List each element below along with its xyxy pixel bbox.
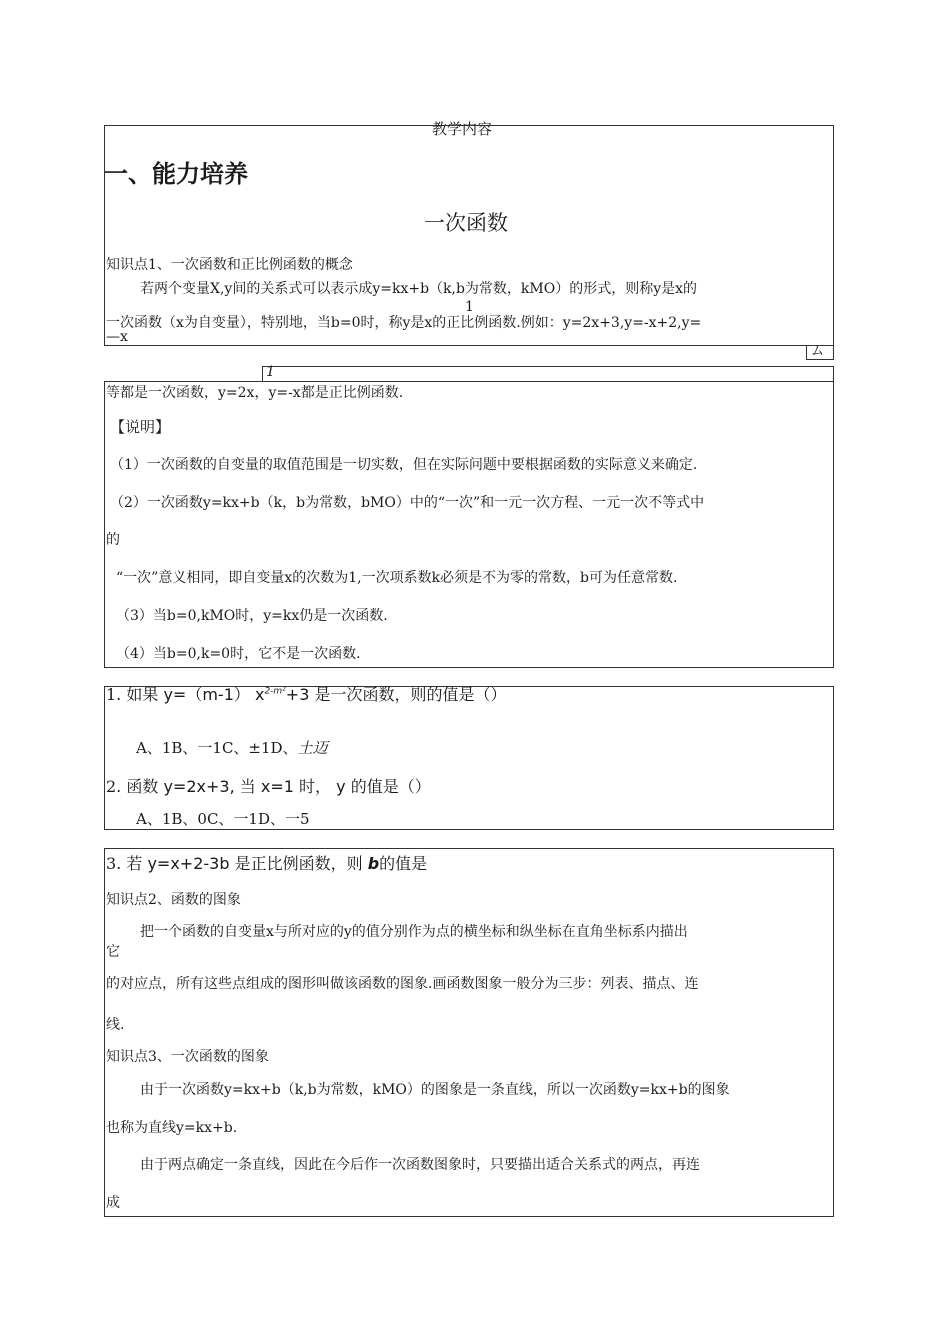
kp2-line1b: 它 <box>106 944 120 960</box>
note-1: （1）一次函数的自变量的取值范围是一切实数，但在实际问题中要根据函数的实际意义来确定. <box>110 457 698 473</box>
section-box-3 <box>104 686 834 830</box>
q1-options <box>136 737 328 758</box>
q1-x: x <box>254 685 265 704</box>
q3-suffix: 的值是 <box>379 854 428 873</box>
kp3-line2: 也称为直线y=kx+b. <box>106 1120 238 1136</box>
note-4: （4）当b=0,k=0时，它不是一次函数. <box>116 646 361 662</box>
q2-suffix: 的值是（） <box>350 777 431 796</box>
kp1-para-line2: 一次函数（x为自变量），特别地，当b=0时，称y是x的正比例函数.例如：y=2x+3,y=-x+2,y= <box>106 315 702 331</box>
q1-exponent: 2-m² <box>264 686 286 697</box>
section-box-2 <box>104 381 834 668</box>
q3-mid: 是正比例函数，则 <box>234 854 363 873</box>
kp3-line1: 由于一次函数y=kx+b（k,b为常数，kMO）的图象是一条直线，所以一次函数y=kx+b的图象 <box>140 1082 730 1098</box>
kp2-line1: 把一个函数的自变量x与所对应的y的值分别作为点的横坐标和纵坐标在直角坐标系内描出 <box>140 924 688 940</box>
q3-b: b <box>367 854 380 873</box>
corner-mark: ム <box>811 344 825 359</box>
note-3: （3）当b=0,kMO时，y=kx仍是一次函数. <box>116 608 388 624</box>
note-2b: 的 <box>106 532 120 548</box>
q3-expression: y=x+2-3b <box>147 854 230 873</box>
kp1-para-line1: 若两个变量X,y间的关系式可以表示成y=kx+b（k,b为常数，kMO）的形式，则称y是x的 <box>140 281 698 297</box>
q3-prefix: 3. 若 <box>106 854 143 873</box>
kp1-title: 知识点1、一次函数和正比例函数的概念 <box>106 257 353 273</box>
kp2-line3: 线. <box>106 1017 125 1033</box>
kp3-title: 知识点3、一次函数的图象 <box>106 1049 269 1065</box>
q2-prefix: 2. 函数 <box>106 777 159 796</box>
question-3 <box>106 851 427 874</box>
q2-x: x=1 <box>260 777 294 796</box>
note-2: （2）一次函数y=kx+b（k，b为常数，bMO）中的“一次”和一元一次方程、一元一次不等式中 <box>110 495 705 511</box>
header-title: 教学内容 <box>432 120 493 138</box>
q2-mid: 当 <box>239 777 256 796</box>
topic-title: 一次函数 <box>424 211 508 235</box>
kp2-line2: 的对应点，所有这些点组成的图形叫做该函数的图象.画函数图象一般分为三步：列表、描点、连 <box>106 976 699 992</box>
kp2-title: 知识点2、函数的图象 <box>106 892 241 908</box>
q2-options: A、1B、0C、一1D、一5 <box>136 810 310 828</box>
q1-option-d: 土迈 <box>297 739 328 757</box>
q2-mid2: 时， <box>299 777 332 796</box>
note-label: 【说明】 <box>110 418 171 436</box>
kp3-line3: 由于两点确定一条直线，因此在今后作一次函数图象时，只要描出适合关系式的两点，再连 <box>140 1157 700 1173</box>
strip-mark: 1 <box>266 364 275 380</box>
q2-expression: y=2x+3, <box>163 777 235 796</box>
q2-y: y <box>336 777 346 796</box>
kp1-frac-num: 1 <box>465 299 474 315</box>
question-1 <box>106 682 507 705</box>
thin-strip <box>262 366 834 382</box>
q1-options-text: A、1B、一1C、±1D、 <box>136 739 298 757</box>
q1-suffix: 是一次函数，则的值是（） <box>314 685 507 704</box>
section-heading: 一、能力培养 <box>104 160 248 188</box>
q1-plus: +3 <box>285 685 310 704</box>
kp1-frac-den: —x <box>106 329 128 345</box>
kp3-line4: 成 <box>106 1195 120 1211</box>
q1-expression: y=（m-1） <box>163 685 250 704</box>
q1-prefix: 1. 如果 <box>106 685 159 704</box>
question-2 <box>106 774 431 797</box>
examples-line: 等都是一次函数，y=2x，y=-x都是正比例函数. <box>106 385 404 401</box>
note-2c: “一次”意义相同，即自变量x的次数为1,一次项系数k必须是不为零的常数，b可为任意常数. <box>116 570 678 586</box>
